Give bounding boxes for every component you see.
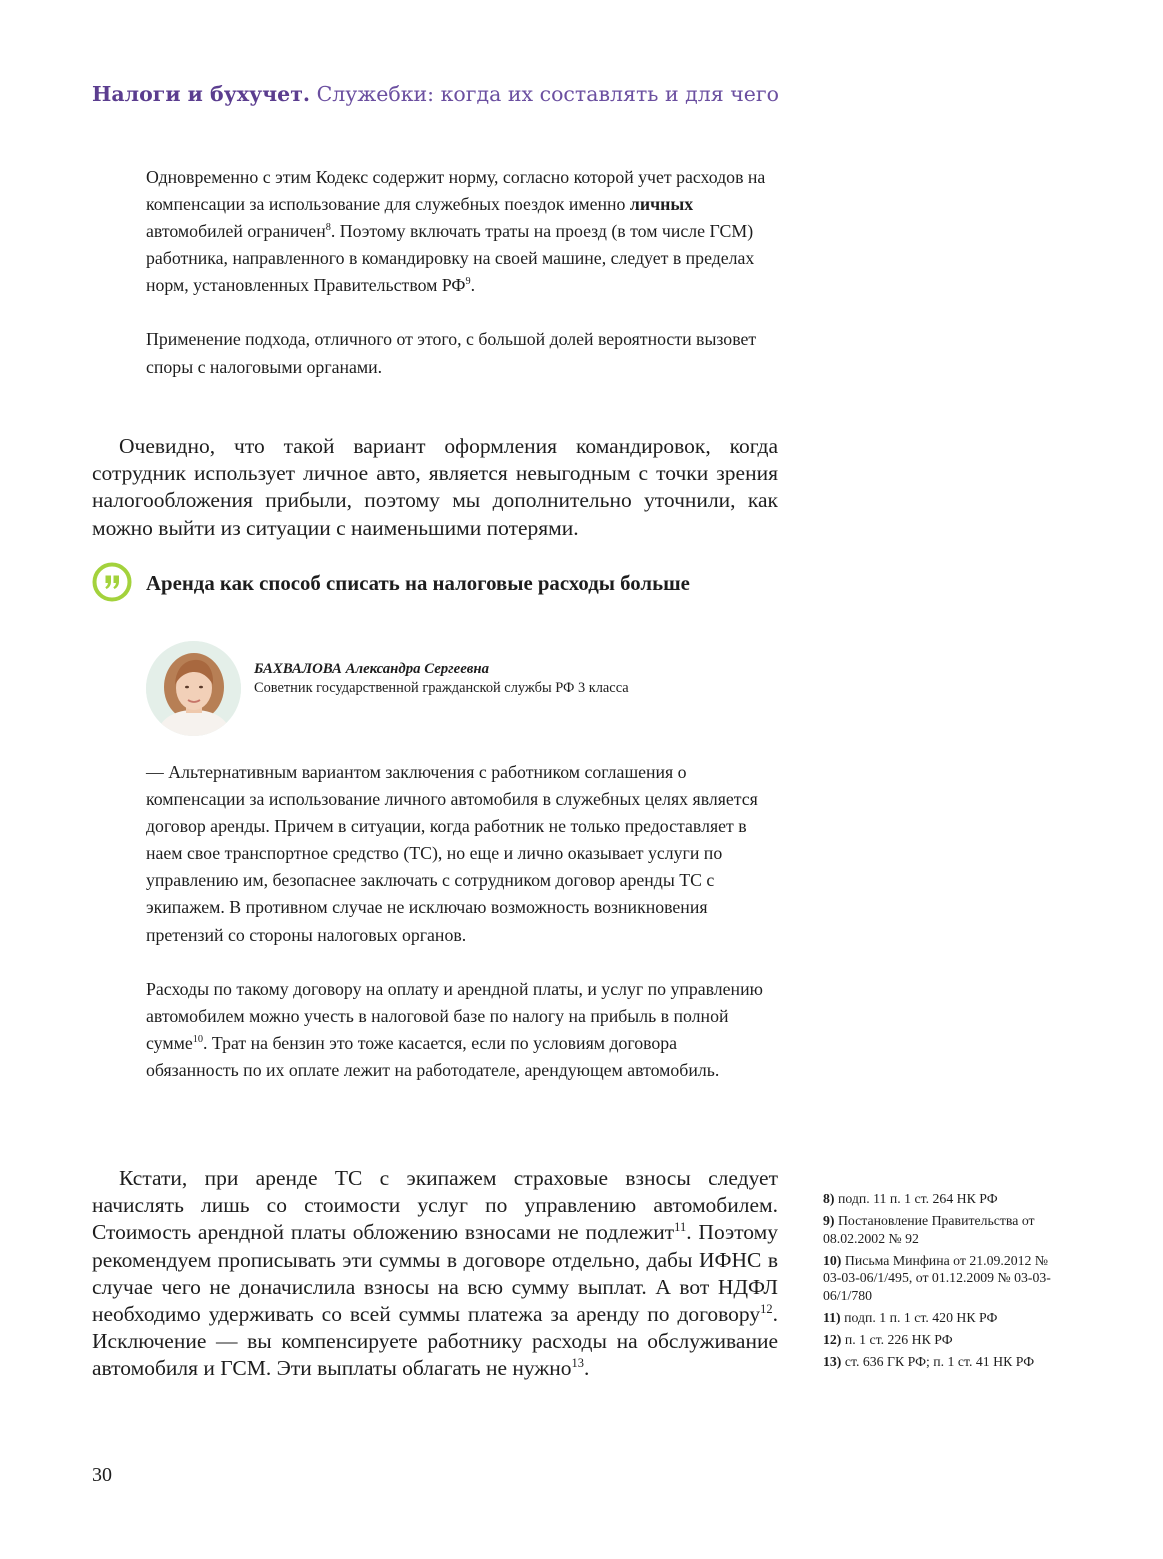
footnote-10: 10) Письма Минфина от 21.09.2012 № 03-03-06/1/495, от 01.12.2009 № 03-03-06/1/780 <box>823 1252 1051 1303</box>
section-title: Налоги и бухучет. <box>92 82 311 106</box>
footnote-ref-8: 8 <box>325 222 331 234</box>
callout-title: Аренда как способ списать на налоговые расходы больше <box>146 572 690 595</box>
footnote-ref-9: 9 <box>465 276 471 288</box>
footnote-9: 9) Постановление Правительства от 08.02.2002 № 92 <box>823 1213 1035 1246</box>
inset-block-top <box>146 164 786 381</box>
inset-paragraph-2: Применение подхода, отличного от этого, с большой долей вероятности вызовет споры с налоговыми органами. <box>146 329 757 377</box>
footnote-12: 12) п. 1 ст. 226 НК РФ <box>823 1332 953 1348</box>
footnote-8: 8) подп. 11 п. 1 ст. 264 НК РФ <box>823 1191 998 1206</box>
callout-text <box>146 759 771 1084</box>
running-header <box>92 82 779 106</box>
footnote-ref-10: 10 <box>192 1033 204 1045</box>
article-title: Служебки: когда их составлять и для чего <box>316 82 780 106</box>
footnote-13: 13) ст. 636 ГК РФ; п. 1 ст. 41 НК РФ <box>823 1354 1035 1370</box>
main-text-1 <box>92 433 778 542</box>
expert-name: БАХВАЛОВА Александра Сергеевна <box>254 661 489 677</box>
expert-avatar <box>146 641 241 736</box>
main-text-2 <box>92 1165 778 1383</box>
main-paragraph-1: Очевидно, что такой вариант оформления командировок, когда сотрудник использует личное авто, является невыгодным с точки зрения налогообложения прибыли, поэтому мы дополнительно уточнили, как можно выйти из ситуации с наименьшими потерями. <box>92 434 778 540</box>
expert-position: Советник государственной гражданской службы РФ 3 класса <box>254 680 629 697</box>
callout-paragraph-2: Расходы по такому договору на оплату и арендной платы, и услуг по управлению автомобилем можно учесть в налоговой базе по налогу на прибыль в полной сумме$^{10}$. Трат на бензин это тоже касается, если по условиям договора обязанность по их оплате лежит на работодателе, арендующем автомобиль. <box>146 978 763 1080</box>
footnote-ref-11: 11 <box>674 1220 687 1235</box>
page-number: 30 <box>92 1464 112 1486</box>
footnotes <box>823 1190 1063 1375</box>
footnote-ref-12: 12 <box>760 1301 773 1316</box>
footnote-ref-13: 13 <box>571 1356 584 1371</box>
expert-info <box>254 660 674 699</box>
footnote-11: 11) подп. 1 п. 1 ст. 420 НК РФ <box>823 1310 998 1326</box>
callout-paragraph-1: — Альтернативным вариантом заключения с работником соглашения о компенсации за использование личного автомобиля в служебных целях является договор аренды. Причем в ситуации, когда работник не только предоставляет в наем свое транспортное средство (ТС), но еще и лично оказывает услуги по управлению им, безопаснее заключать с сотрудником договор аренды ТС с экипажем. В противном случае не исключаю возможность возникновения претензий со стороны налоговых органов. <box>146 762 758 945</box>
quote-icon <box>92 562 132 602</box>
inset-paragraph-1: Одновременно с этим Кодекс содержит норму, согласно которой учет расходов на компенсации за использование для служебных поездок именно личных автомобилей ограничен$^8$. Поэтому включать траты на проезд (в том числе ГСМ) работника, направленного в командировку на своей машине, следует в пределах норм, установленных Правительством $РФ^9$. <box>146 167 766 296</box>
main-paragraph-2: Кстати, при аренде ТС с экипажем страховые взносы следует начислять лишь со стоимости услуг по управлению автомобилем. Стоимость арендной платы обложению взносами не подлежит$^{11}$. Поэтому рекомендуем прописывать эти суммы в договоре отдельно, дабы ИФНС в случае чего не доначислила взносы на всю сумму выплат. А вот НДФЛ необходимо удерживать со всей суммы платежа за аренду по договору$^{12}$. Исключение — вы компенсируете работнику расходы на обслуживание автомобиля и ГСМ. Эти выплаты облагать не нужно$^{13}$. <box>92 1166 778 1381</box>
